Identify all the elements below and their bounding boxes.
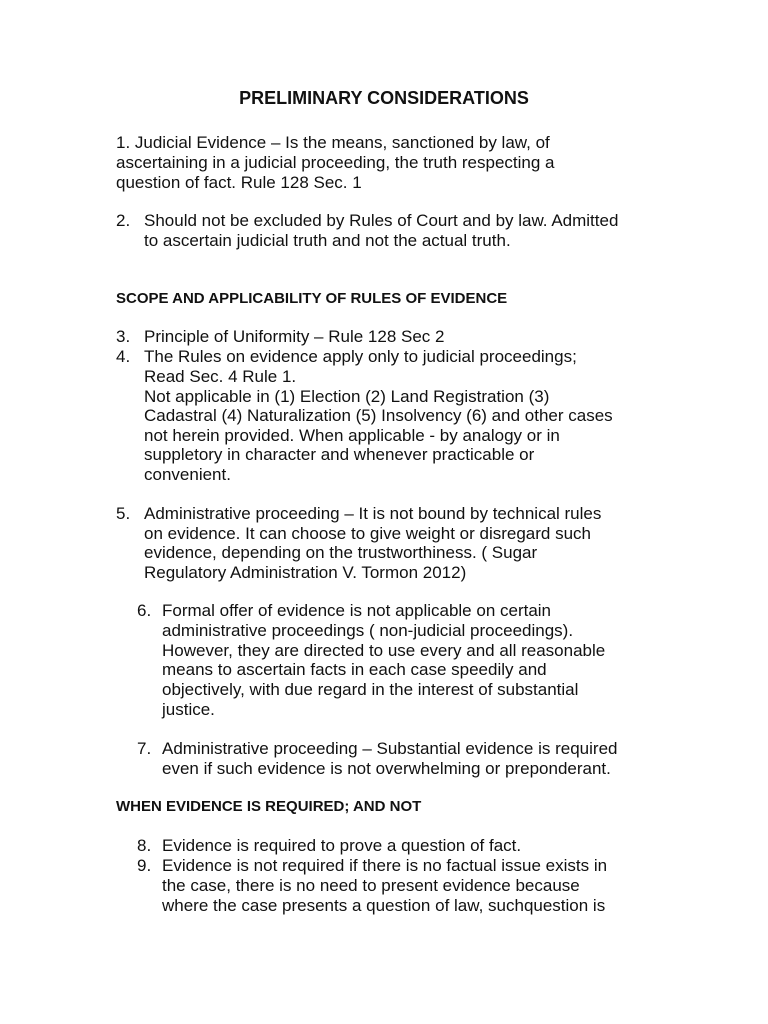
item-6-line-3: However, they are directed to use every and all reasonable (162, 641, 606, 660)
item-9-line-3: where the case presents a question of law, suchquestion is (162, 896, 606, 915)
item-4-line-7: convenient. (144, 465, 231, 484)
item-5-line-1: Administrative proceeding – It is not bound by technical rules (144, 504, 602, 523)
item-7-number: 7. (137, 739, 152, 758)
item-5-line-2: on evidence. It can choose to give weight or disregard such (144, 524, 591, 543)
item-9-line-2: the case, there is no need to present evidence because (162, 876, 580, 895)
item-6-number: 6. (137, 601, 152, 620)
item-4-line-6: suppletory in character and whenever practicable or (144, 445, 535, 464)
item-9-line-1: Evidence is not required if there is no factual issue exists in (162, 856, 608, 875)
item-3-line-1: Principle of Uniformity – Rule 128 Sec 2 (144, 327, 445, 346)
item-6-line-5: objectively, with due regard in the interest of substantial (162, 680, 579, 699)
page-title: PRELIMINARY CONSIDERATIONS (239, 88, 529, 108)
item-3-number: 3. (116, 327, 131, 346)
item-4-line-5: not herein provided. When applicable - by analogy or in (144, 426, 560, 445)
item-4-line-2: Read Sec. 4 Rule 1. (144, 367, 297, 386)
item-6-line-6: justice. (162, 700, 215, 719)
item-1-line-2: ascertaining in a judicial proceeding, the truth respecting a (116, 153, 555, 172)
item-5-number: 5. (116, 504, 131, 523)
section-heading-scope: SCOPE AND APPLICABILITY OF RULES OF EVIDENCE (116, 290, 508, 307)
item-5-line-3: evidence, depending on the trustworthiness. ( Sugar (144, 543, 538, 562)
item-6-line-2: administrative proceedings ( non-judicial proceedings). (162, 621, 574, 640)
item-4-line-3: Not applicable in (1) Election (2) Land Registration (3) (144, 387, 550, 406)
item-5-line-4: Regulatory Administration V. Tormon 2012) (144, 563, 467, 582)
item-8-number: 8. (137, 836, 152, 855)
item-1-line-3: question of fact. Rule 128 Sec. 1 (116, 173, 362, 192)
item-4-line-4: Cadastral (4) Naturalization (5) Insolvency (6) and other cases (144, 406, 613, 425)
item-2-number: 2. (116, 211, 131, 230)
item-6-line-4: means to ascertain facts in each case speedily and (162, 660, 547, 679)
section-heading-when: WHEN EVIDENCE IS REQUIRED; AND NOT (116, 798, 422, 815)
item-2-line-2: to ascertain judicial truth and not the actual truth. (144, 231, 511, 250)
item-7-line-1: Administrative proceeding – Substantial evidence is required (162, 739, 618, 758)
item-2-line-1: Should not be excluded by Rules of Court and by law. Admitted (144, 211, 619, 230)
item-7-line-2: even if such evidence is not overwhelming or preponderant. (162, 759, 611, 778)
item-8-line-1: Evidence is required to prove a question of fact. (162, 836, 522, 855)
item-4-line-1: The Rules on evidence apply only to judicial proceedings; (144, 347, 577, 366)
item-6-line-1: Formal offer of evidence is not applicable on certain (162, 601, 552, 620)
item-4-number: 4. (116, 347, 131, 366)
item-9-number: 9. (137, 856, 152, 875)
item-1-line-1: 1. Judicial Evidence – Is the means, sanctioned by law, of (116, 133, 550, 152)
